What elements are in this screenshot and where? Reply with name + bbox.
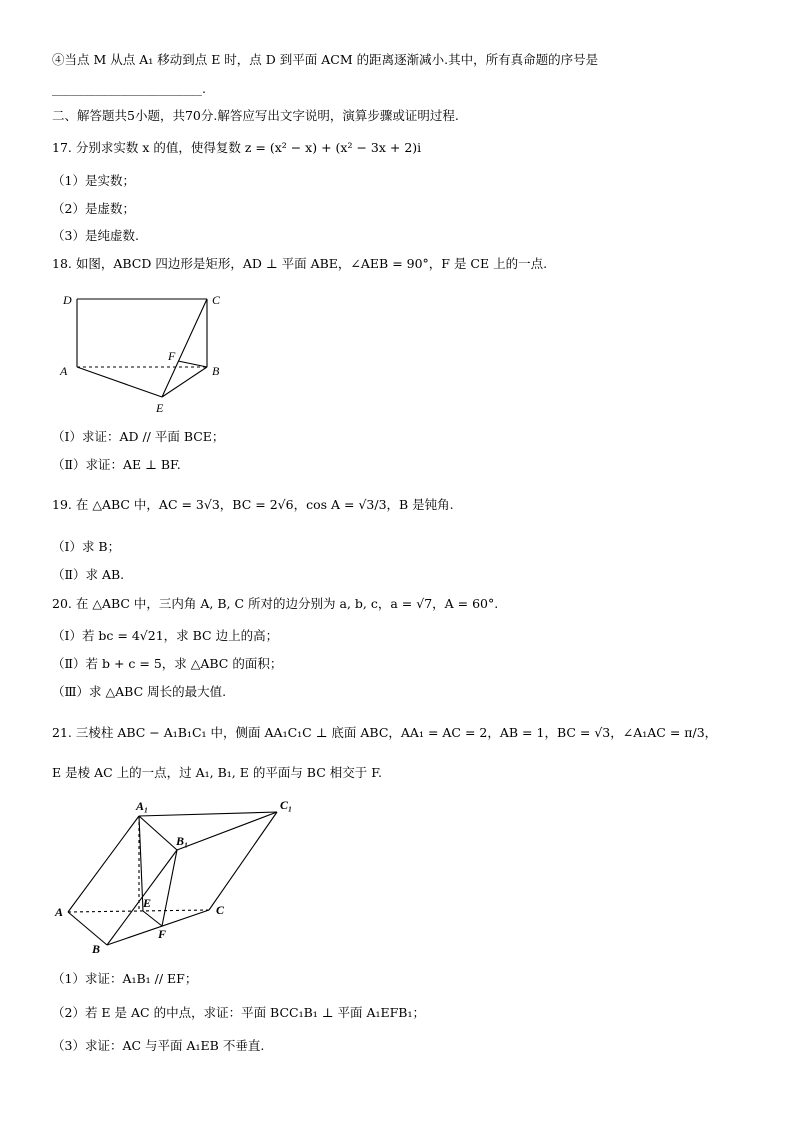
figure-21 (50, 795, 310, 960)
q21-part2: （2）若 E 是 AC 的中点，求证：平面 BCC₁B₁ ⊥ 平面 A₁EFB₁； (52, 1005, 425, 1020)
q19-part2: （Ⅱ）求 AB. (52, 567, 125, 582)
q21-part3: （3）求证：AC 与平面 A₁EB 不垂直. (52, 1038, 265, 1053)
q17-stem: 17. 分别求实数 x 的值，使得复数 z = (x² − x) + (x² − 3x + 2)i (52, 140, 422, 155)
q20-part1: （Ⅰ）若 bc = 4√21，求 BC 边上的高； (52, 628, 279, 643)
q21-part1: （1）求证：A₁B₁ // EF； (52, 971, 198, 986)
fig21-label-A: A (55, 905, 64, 919)
q20-stem: 20. 在 △ABC 中，三内角 A, B, C 所对的边分别为 a, b, c，a = √7，A = 60°. (52, 596, 499, 611)
q17-part3: （3）是纯虚数. (52, 228, 139, 243)
q19-part1: （Ⅰ）求 B； (52, 539, 121, 554)
answer-blank: ________________________. (52, 81, 206, 96)
q17-part2: （2）是虚数； (52, 201, 135, 216)
fig21-label-B1: B₁ (176, 834, 189, 848)
q20-part3: （Ⅲ）求 △ABC 周长的最大值. (52, 684, 227, 699)
fig18-label-C: C (212, 293, 221, 307)
q20-part2: （Ⅱ）若 b + c = 5，求 △ABC 的面积； (52, 656, 283, 671)
fig21-label-A1: A₁ (136, 799, 149, 813)
section-heading: 二、解答题共5小题，共70分.解答应写出文字说明，演算步骤或证明过程. (52, 108, 459, 123)
fig21-label-C: C (216, 903, 225, 917)
fig18-label-E: E (156, 401, 164, 415)
fig18-label-A: A (60, 364, 68, 378)
fig18-label-D: D (63, 293, 72, 307)
fig18-label-B: B (212, 364, 220, 378)
q21-stem: 21. 三棱柱 ABC − A₁B₁C₁ 中，侧面 AA₁C₁C ⊥ 底面 ABC，AA₁ = AC = 2，AB = 1，BC = √3，∠A₁AC = π/3， (52, 725, 718, 740)
q18-part2: （Ⅱ）求证：AE ⊥ BF. (52, 457, 181, 472)
fig21-label-B: B (92, 942, 101, 956)
q18-part1: （Ⅰ）求证：AD // 平面 BCE； (52, 429, 225, 444)
fig18-label-F: F (168, 349, 176, 363)
fig21-label-E: E (143, 896, 152, 910)
q21-stem-cont: E 是棱 AC 上的一点，过 A₁, B₁, E 的平面与 BC 相交于 F. (52, 765, 382, 780)
figure-18 (50, 288, 240, 418)
q18-stem: 18. 如图，ABCD 四边形是矩形，AD ⊥ 平面 ABE，∠AEB = 90°，F 是 CE 上的一点. (52, 256, 548, 271)
fig21-label-C1: C₁ (280, 798, 293, 812)
q19-stem: 19. 在 △ABC 中，AC = 3√3，BC = 2√6，cos A = √3/3，B 是钝角. (52, 497, 454, 512)
option-4-text: ④当点 M 从点 A₁ 移动到点 E 时，点 D 到平面 ACM 的距离逐渐减小.其中，所有真命题的序号是 (52, 52, 599, 67)
q17-part1: （1）是实数； (52, 173, 135, 188)
fig21-label-F: F (158, 927, 167, 941)
